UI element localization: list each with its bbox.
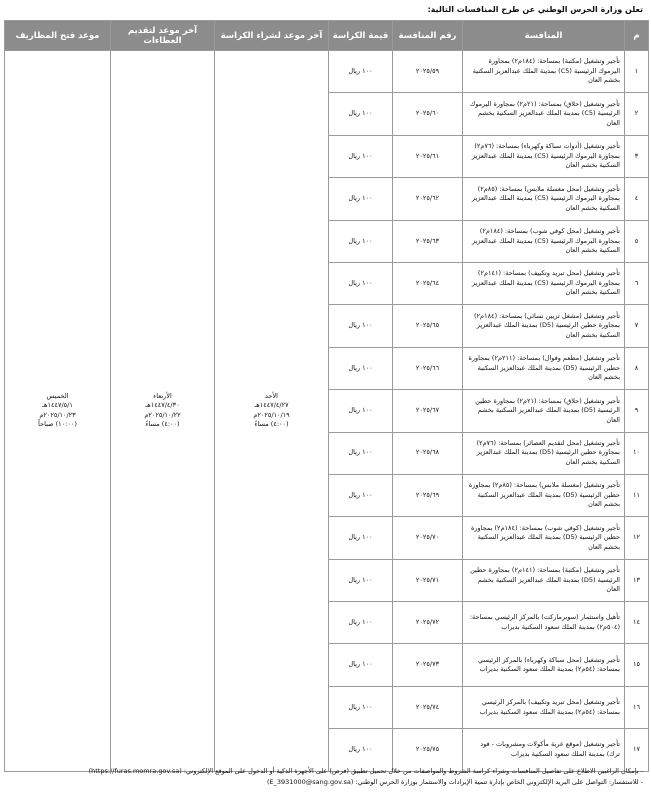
tender-number: ٢٠٢٥/٧٢: [393, 602, 463, 644]
row-number: ٥: [625, 220, 649, 262]
tender-description: تأهيل واستثمار (سوبرماركت) بالمركز الرئيسي بمساحة: (٥٠٤م٢) بمدينة الملك سعود السكنية بديراب: [463, 602, 625, 644]
booklet-price: ١٠٠ ريال: [329, 644, 393, 686]
footnotes: [8, 766, 643, 788]
booklet-price: ١٠٠ ريال: [329, 559, 393, 601]
booklet-price: ١٠٠ ريال: [329, 347, 393, 389]
row-number: ١: [625, 51, 649, 93]
row-number: ٧: [625, 305, 649, 347]
date-day: الخميس: [46, 391, 69, 400]
tender-number: ٢٠٢٥/٧٠: [393, 517, 463, 559]
tender-description: تأجير وتشغيل (حلاق) بمساحة: (٢١م٢) بمجاورة حطين الرئيسية (D5) بمدينة الملك عبدالعزيز السكنية بخشم العان: [463, 390, 625, 432]
date-time: (٤:٠٠) مساءً: [145, 420, 180, 429]
row-number: ٢: [625, 93, 649, 135]
row-number: ١٠: [625, 432, 649, 474]
tender-number: ٢٠٢٥/٥٩: [393, 51, 463, 93]
booklet-price: ١٠٠ ريال: [329, 517, 393, 559]
table-row: [5, 51, 649, 93]
tender-number: ٢٠٢٥/٦٣: [393, 220, 463, 262]
row-number: ٩: [625, 390, 649, 432]
booklet-price: ١٠٠ ريال: [329, 686, 393, 728]
tender-description: تأجير وتشغيل (حلاق) بمساحة: (٢١م٢) بمجاورة اليرموك الرئيسية (C5) بمدينة الملك عبدالعزيز السكنية بخشم العان: [463, 93, 625, 135]
tender-description: تأجير وتشغيل (محل تبريد وتكييف) بالمركز الرئيسي بمساحة: (٥٤م٢) بمدينة الملك سعود السكنية بديراب: [463, 686, 625, 728]
tender-number: ٢٠٢٥/٧٥: [393, 729, 463, 771]
row-number: ١٢: [625, 517, 649, 559]
footnote-contact-email: - للاستفسار: التواصل على البريد الإلكتروني الخاص بإدارة تنمية الإيرادات والاستثمار بوزارة الحرس الوطني: (E_3931000@sang.gov.sa): [266, 778, 643, 786]
booklet-price: ١٠٠ ريال: [329, 178, 393, 220]
table-body: [5, 51, 649, 772]
tender-number: ٢٠٢٥/٦٥: [393, 305, 463, 347]
last-purchase-date-cell: [215, 51, 329, 772]
tender-description: تأجير وتشغيل (كوفي شوب) بمساحة: (١٨٤م٢) بمجاورة حطين الرئيسية (D5) بمدينة الملك عبدالعزيز السكنية بخشم العان: [463, 517, 625, 559]
footnote-furas-link: - بإمكان الراغبين الاطلاع على تفاصيل المنافسات وشراء كراسة الشروط والمواصفات من خلال تحميل تطبيق (فرص) على الأجهزة الذكية أو الدخول على الموقع الإلكتروني: (https://furas.momra.gov.sa): [88, 767, 643, 775]
booklet-price: ١٠٠ ريال: [329, 305, 393, 347]
tender-description: تأجير وتشغيل (موقع عربة مأكولات ومشروبات - فود ترك) بمدينة الملك سعود السكنية بديراب: [463, 729, 625, 771]
tender-number: ٢٠٢٥/٦٦: [393, 347, 463, 389]
row-number: ٤: [625, 178, 649, 220]
tender-number: ٢٠٢٥/٧٤: [393, 686, 463, 728]
date-time: (٤:٠٠) مساءً: [254, 420, 289, 429]
header-num: م: [625, 21, 649, 51]
tender-number: ٢٠٢٥/٦٠: [393, 93, 463, 135]
tender-number: ٢٠٢٥/٦٨: [393, 432, 463, 474]
header-last-purchase-date: آخر موعد لشراء الكراسة: [215, 21, 329, 51]
row-number: ٦: [625, 262, 649, 304]
row-number: ٨: [625, 347, 649, 389]
row-number: ١٣: [625, 559, 649, 601]
date-day: الأربعاء: [153, 391, 172, 400]
header-booklet-value: قيمة الكراسة: [329, 21, 393, 51]
date-hijri: ١٤٤٧/٥/١هـ: [42, 401, 73, 410]
tenders-table: [4, 20, 649, 772]
booklet-price: ١٠٠ ريال: [329, 220, 393, 262]
booklet-price: ١٠٠ ريال: [329, 390, 393, 432]
tender-number: ٢٠٢٥/٦٢: [393, 178, 463, 220]
header-last-submission-date: آخر موعد لتقديم العطاءات: [111, 21, 215, 51]
tender-description: تأجير وتشغيل (مشغل تزيين نسائي) بمساحة: (١٨٤م٢) بمجاورة حطين الرئيسية (D5) بمدينة الملك عبدالعزيز السكنية بخشم العان: [463, 305, 625, 347]
booklet-price: ١٠٠ ريال: [329, 51, 393, 93]
tender-number: ٢٠٢٥/٧١: [393, 559, 463, 601]
tender-description: تأجير وتشغيل (محل لتقديم العصائر) بمساحة: (٧٦م٢) بمجاورة حطين الرئيسية (D5) بمدينة الملك عبدالعزيز السكنية بخشم العان: [463, 432, 625, 474]
row-number: ١٦: [625, 686, 649, 728]
tender-description: تأجير وتشغيل (محل سباكة وكهرباء) بالمركز الرئيسي بمساحة: (٥٤م٢) بمدينة الملك سعود السكنية بديراب: [463, 644, 625, 686]
row-number: ١١: [625, 474, 649, 516]
booklet-price: ١٠٠ ريال: [329, 729, 393, 771]
tender-number: ٢٠٢٥/٧٣: [393, 644, 463, 686]
header-tender-number: رقم المنافسة: [393, 21, 463, 51]
tender-description: تأجير وتشغيل (محل مغسلة ملابس) بمساحة: (٨٥م٢) بمجاورة اليرموك الرئيسية (C5) بمدينة الملك عبدالعزيز السكنية بخشم العان: [463, 178, 625, 220]
tender-description: تأجير وتشغيل (مكتبة) بمساحة: (١٨٤م٢) بمجاورة اليرموك الرئيسية (C5) بمدينة الملك عبدالعزيز السكنية بخشم العان: [463, 51, 625, 93]
booklet-price: ١٠٠ ريال: [329, 262, 393, 304]
page-title: تعلن وزارة الحرس الوطني عن طرح المنافسات التالية:: [427, 5, 643, 14]
tender-description: تأجير وتشغيل (أدوات سباكة وكهرباء) بمساحة: (٧٦م٢) بمجاورة اليرموك الرئيسية (C5) بمدينة الملك عبدالعزيز السكنية بخشم العان: [463, 135, 625, 177]
tender-number: ٢٠٢٥/٦٧: [393, 390, 463, 432]
tender-description: تأجير وتشغيل (مغسلة ملابس) بمساحة: (٨٥م٢) بمجاورة حطين الرئيسية (D5) بمدينة الملك عبدالعزيز السكنية بخشم العان: [463, 474, 625, 516]
date-gregorian: ٢٠٢٥/١٠/١٩م: [253, 410, 290, 419]
date-hijri: ١٤٤٧/٤/٢٧هـ: [254, 401, 289, 410]
date-time: (١٠:٠٠) صباحاً: [38, 420, 77, 429]
tender-number: ٢٠٢٥/٦١: [393, 135, 463, 177]
date-gregorian: ٢٠٢٥/١٠/٢٢م: [144, 410, 181, 419]
tender-number: ٢٠٢٥/٦٤: [393, 262, 463, 304]
row-number: ٣: [625, 135, 649, 177]
booklet-price: ١٠٠ ريال: [329, 474, 393, 516]
booklet-price: ١٠٠ ريال: [329, 93, 393, 135]
row-number: ١٧: [625, 729, 649, 771]
tender-description: تأجير وتشغيل (مطعم وفوال) بمساحة: (٢١١م٢) بمجاورة حطين الرئيسية (D5) بمدينة الملك عبدالعزيز السكنية بخشم العان: [463, 347, 625, 389]
opening-date-cell: [5, 51, 111, 772]
row-number: ١٤: [625, 602, 649, 644]
tender-description: تأجير وتشغيل (محل تبريد وتكييف) بمساحة: (١٤١م٢) بمجاورة اليرموك الرئيسية (C5) بمدينة الملك عبدالعزيز السكنية بخشم العان: [463, 262, 625, 304]
row-number: ١٥: [625, 644, 649, 686]
last-submission-date-cell: [111, 51, 215, 772]
date-hijri: ١٤٤٧/٤/٣٠هـ: [145, 401, 180, 410]
booklet-price: ١٠٠ ريال: [329, 432, 393, 474]
booklet-price: ١٠٠ ريال: [329, 135, 393, 177]
date-day: الأحد: [265, 391, 278, 400]
header-tender: المنافسة: [463, 21, 625, 51]
header-opening-date: موعد فتح المظاريف: [5, 21, 111, 51]
date-gregorian: ٢٠٢٥/١٠/٢٣م: [39, 410, 76, 419]
table-header-row: [5, 21, 649, 51]
tender-description: تأجير وتشغيل (محل كوفي شوب) بمساحة: (١٨٤م٢) بمجاورة اليرموك الرئيسية (C5) بمدينة الملك عبدالعزيز السكنية بخشم العان: [463, 220, 625, 262]
tender-number: ٢٠٢٥/٦٩: [393, 474, 463, 516]
booklet-price: ١٠٠ ريال: [329, 602, 393, 644]
tender-description: تأجير وتشغيل (مكتبة) بمساحة: (١٤١م٢) بمجاورة حطين الرئيسية (D5) بمدينة الملك عبدالعزيز السكنية بخشم العان: [463, 559, 625, 601]
